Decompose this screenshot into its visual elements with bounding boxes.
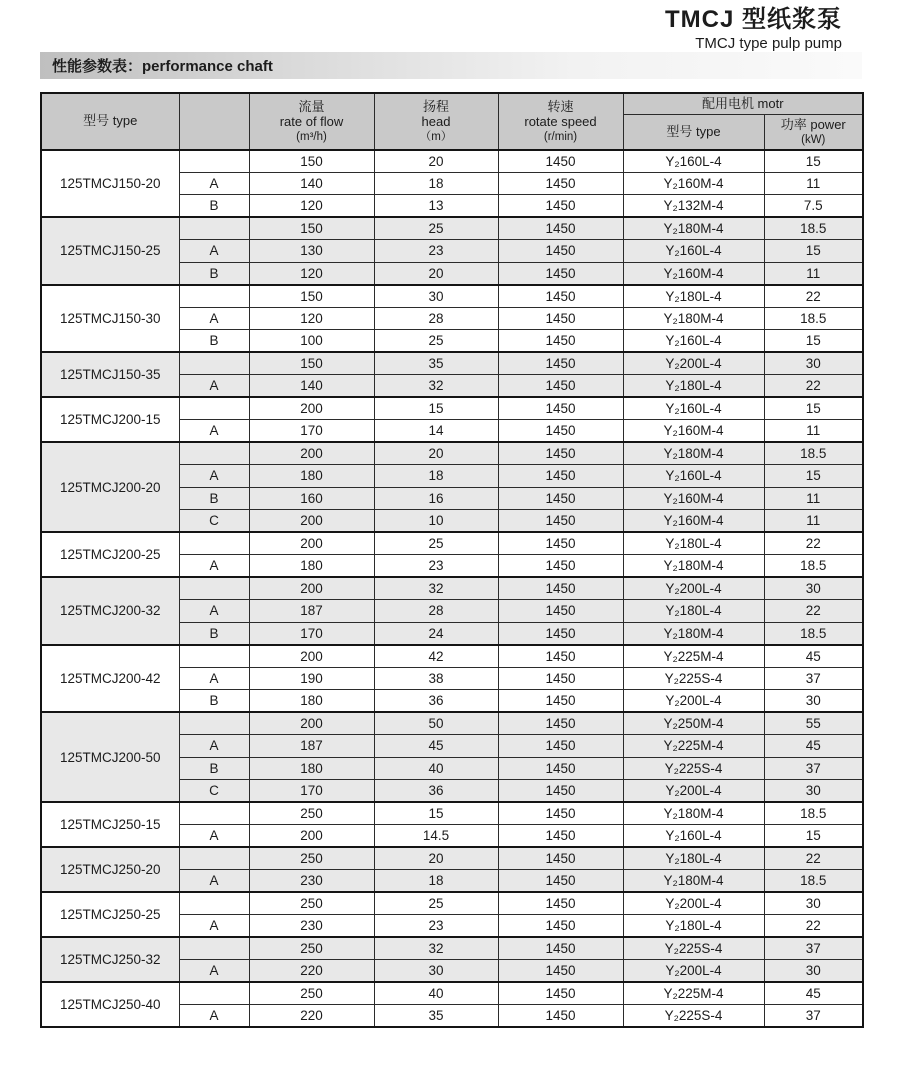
- motor-model-cell: Y₂200L-4: [623, 690, 764, 713]
- pump-model-cell: 125TMCJ200-32: [41, 577, 179, 645]
- table-row: [41, 577, 863, 600]
- header-motor-power-unit: (kW): [801, 133, 826, 146]
- variant-cell: A: [179, 915, 249, 938]
- flow-cell: 230: [249, 870, 374, 893]
- head-cell: 20: [374, 847, 498, 870]
- performance-table: [40, 92, 864, 1028]
- table-row: [41, 982, 863, 1005]
- table-row: [41, 802, 863, 825]
- flow-cell: 250: [249, 847, 374, 870]
- head-cell: 30: [374, 960, 498, 983]
- variant-cell: A: [179, 600, 249, 623]
- flow-cell: 120: [249, 307, 374, 330]
- flow-cell: 190: [249, 667, 374, 690]
- power-cell: 18.5: [764, 555, 863, 578]
- motor-model-cell: Y₂180L-4: [623, 532, 764, 555]
- power-cell: 37: [764, 757, 863, 780]
- power-cell: 22: [764, 847, 863, 870]
- power-cell: 45: [764, 645, 863, 668]
- pump-model-cell: 125TMCJ150-30: [41, 285, 179, 353]
- variant-cell: A: [179, 307, 249, 330]
- header-speed-cn: 转速: [547, 98, 574, 114]
- variant-cell: A: [179, 172, 249, 195]
- speed-cell: 1450: [498, 510, 623, 533]
- speed-cell: 1450: [498, 757, 623, 780]
- pump-model-cell: 125TMCJ200-50: [41, 712, 179, 802]
- power-cell: 15: [764, 330, 863, 353]
- power-cell: 22: [764, 375, 863, 398]
- head-cell: 28: [374, 307, 498, 330]
- header-speed-unit: (r/min): [543, 131, 578, 144]
- speed-cell: 1450: [498, 847, 623, 870]
- variant-cell: A: [179, 465, 249, 488]
- head-cell: 32: [374, 937, 498, 960]
- page-title-chinese: TMCJ 型纸浆泵: [665, 6, 842, 33]
- head-cell: 18: [374, 465, 498, 488]
- head-cell: 20: [374, 262, 498, 285]
- table-row: [41, 397, 863, 420]
- table-row: [41, 150, 863, 173]
- power-cell: 18.5: [764, 442, 863, 465]
- motor-model-cell: Y₂200L-4: [623, 892, 764, 915]
- motor-model-cell: Y₂180L-4: [623, 285, 764, 308]
- power-cell: 18.5: [764, 870, 863, 893]
- motor-model-cell: Y₂160L-4: [623, 465, 764, 488]
- flow-cell: 170: [249, 622, 374, 645]
- power-cell: 7.5: [764, 195, 863, 218]
- flow-cell: 150: [249, 150, 374, 173]
- variant-cell: A: [179, 1005, 249, 1028]
- pump-model-cell: 125TMCJ200-42: [41, 645, 179, 713]
- speed-cell: 1450: [498, 802, 623, 825]
- variant-cell: [179, 150, 249, 173]
- header-head-en: head: [421, 114, 451, 130]
- speed-cell: 1450: [498, 285, 623, 308]
- header-speed-en: rotate speed: [524, 114, 597, 130]
- power-cell: 45: [764, 735, 863, 758]
- speed-cell: 1450: [498, 622, 623, 645]
- motor-model-cell: Y₂160M-4: [623, 510, 764, 533]
- variant-cell: [179, 442, 249, 465]
- power-cell: 22: [764, 600, 863, 623]
- speed-cell: 1450: [498, 262, 623, 285]
- page-title-block: [665, 7, 842, 53]
- variant-cell: [179, 217, 249, 240]
- flow-cell: 150: [249, 352, 374, 375]
- motor-model-cell: Y₂180L-4: [623, 847, 764, 870]
- head-cell: 36: [374, 780, 498, 803]
- head-cell: 15: [374, 802, 498, 825]
- head-cell: 28: [374, 600, 498, 623]
- section-header-bar: [40, 52, 862, 79]
- flow-cell: 200: [249, 577, 374, 600]
- flow-cell: 250: [249, 802, 374, 825]
- speed-cell: 1450: [498, 960, 623, 983]
- head-cell: 45: [374, 735, 498, 758]
- variant-cell: B: [179, 262, 249, 285]
- head-cell: 24: [374, 622, 498, 645]
- variant-cell: A: [179, 735, 249, 758]
- header-flow-cn: 流量: [298, 98, 325, 114]
- variant-cell: B: [179, 487, 249, 510]
- motor-model-cell: Y₂225M-4: [623, 645, 764, 668]
- power-cell: 37: [764, 667, 863, 690]
- power-cell: 30: [764, 690, 863, 713]
- variant-cell: [179, 577, 249, 600]
- header-motor-model: 型号 type: [623, 114, 764, 149]
- head-cell: 35: [374, 352, 498, 375]
- header-flow: [249, 93, 374, 150]
- power-cell: 22: [764, 532, 863, 555]
- variant-cell: [179, 937, 249, 960]
- power-cell: 11: [764, 262, 863, 285]
- table-row: [41, 352, 863, 375]
- table-row: [41, 442, 863, 465]
- variant-cell: A: [179, 960, 249, 983]
- motor-model-cell: Y₂200L-4: [623, 577, 764, 600]
- pump-model-cell: 125TMCJ250-40: [41, 982, 179, 1027]
- head-cell: 15: [374, 397, 498, 420]
- variant-cell: [179, 892, 249, 915]
- power-cell: 15: [764, 397, 863, 420]
- flow-cell: 230: [249, 915, 374, 938]
- power-cell: 18.5: [764, 307, 863, 330]
- head-cell: 25: [374, 892, 498, 915]
- head-cell: 35: [374, 1005, 498, 1028]
- head-cell: 40: [374, 982, 498, 1005]
- pump-model-cell: 125TMCJ150-20: [41, 150, 179, 218]
- flow-cell: 180: [249, 757, 374, 780]
- table-row: [41, 217, 863, 240]
- flow-cell: 200: [249, 712, 374, 735]
- section-header-title: 性能参数表：performance chaft: [52, 58, 273, 75]
- header-motor-group: 配用电机 motr: [623, 93, 863, 114]
- flow-cell: 130: [249, 240, 374, 263]
- power-cell: 37: [764, 1005, 863, 1028]
- motor-model-cell: Y₂200L-4: [623, 780, 764, 803]
- motor-model-cell: Y₂225S-4: [623, 1005, 764, 1028]
- variant-cell: [179, 352, 249, 375]
- table-body: [41, 150, 863, 1028]
- head-cell: 30: [374, 285, 498, 308]
- head-cell: 40: [374, 757, 498, 780]
- speed-cell: 1450: [498, 172, 623, 195]
- speed-cell: 1450: [498, 937, 623, 960]
- flow-cell: 150: [249, 217, 374, 240]
- pump-model-cell: 125TMCJ200-20: [41, 442, 179, 532]
- variant-cell: B: [179, 330, 249, 353]
- power-cell: 15: [764, 465, 863, 488]
- motor-model-cell: Y₂160L-4: [623, 397, 764, 420]
- variant-cell: A: [179, 667, 249, 690]
- flow-cell: 120: [249, 262, 374, 285]
- head-cell: 14: [374, 420, 498, 443]
- motor-model-cell: Y₂180L-4: [623, 375, 764, 398]
- motor-model-cell: Y₂180M-4: [623, 555, 764, 578]
- power-cell: 11: [764, 420, 863, 443]
- flow-cell: 200: [249, 645, 374, 668]
- header-flow-en: rate of flow: [279, 114, 344, 130]
- speed-cell: 1450: [498, 532, 623, 555]
- power-cell: 55: [764, 712, 863, 735]
- variant-cell: B: [179, 195, 249, 218]
- motor-model-cell: Y₂180M-4: [623, 622, 764, 645]
- power-cell: 11: [764, 172, 863, 195]
- motor-model-cell: Y₂225M-4: [623, 982, 764, 1005]
- motor-model-cell: Y₂225S-4: [623, 937, 764, 960]
- power-cell: 30: [764, 352, 863, 375]
- speed-cell: 1450: [498, 690, 623, 713]
- pump-model-cell: 125TMCJ150-35: [41, 352, 179, 397]
- motor-model-cell: Y₂160M-4: [623, 262, 764, 285]
- speed-cell: 1450: [498, 397, 623, 420]
- flow-cell: 187: [249, 735, 374, 758]
- power-cell: 22: [764, 915, 863, 938]
- speed-cell: 1450: [498, 825, 623, 848]
- table-row: [41, 892, 863, 915]
- head-cell: 38: [374, 667, 498, 690]
- variant-cell: B: [179, 622, 249, 645]
- flow-cell: 120: [249, 195, 374, 218]
- variant-cell: [179, 847, 249, 870]
- flow-cell: 170: [249, 780, 374, 803]
- variant-cell: [179, 397, 249, 420]
- head-cell: 20: [374, 442, 498, 465]
- head-cell: 32: [374, 375, 498, 398]
- header-model: 型号 type: [41, 93, 179, 150]
- speed-cell: 1450: [498, 307, 623, 330]
- head-cell: 36: [374, 690, 498, 713]
- power-cell: 11: [764, 510, 863, 533]
- head-cell: 25: [374, 217, 498, 240]
- pump-model-cell: 125TMCJ200-25: [41, 532, 179, 577]
- flow-cell: 140: [249, 375, 374, 398]
- head-cell: 20: [374, 150, 498, 173]
- variant-cell: A: [179, 870, 249, 893]
- variant-cell: [179, 285, 249, 308]
- flow-cell: 180: [249, 465, 374, 488]
- pump-model-cell: 125TMCJ250-20: [41, 847, 179, 892]
- speed-cell: 1450: [498, 555, 623, 578]
- motor-model-cell: Y₂250M-4: [623, 712, 764, 735]
- motor-model-cell: Y₂225S-4: [623, 757, 764, 780]
- head-cell: 10: [374, 510, 498, 533]
- speed-cell: 1450: [498, 982, 623, 1005]
- header-head: [374, 93, 498, 150]
- flow-cell: 100: [249, 330, 374, 353]
- flow-cell: 160: [249, 487, 374, 510]
- speed-cell: 1450: [498, 150, 623, 173]
- variant-cell: [179, 532, 249, 555]
- head-cell: 32: [374, 577, 498, 600]
- power-cell: 30: [764, 577, 863, 600]
- head-cell: 23: [374, 555, 498, 578]
- flow-cell: 200: [249, 825, 374, 848]
- power-cell: 30: [764, 892, 863, 915]
- table-row: [41, 712, 863, 735]
- motor-model-cell: Y₂180M-4: [623, 442, 764, 465]
- motor-model-cell: Y₂180L-4: [623, 600, 764, 623]
- motor-model-cell: Y₂160M-4: [623, 420, 764, 443]
- motor-model-cell: Y₂225S-4: [623, 667, 764, 690]
- speed-cell: 1450: [498, 195, 623, 218]
- motor-model-cell: Y₂200L-4: [623, 352, 764, 375]
- speed-cell: 1450: [498, 442, 623, 465]
- pump-model-cell: 125TMCJ150-25: [41, 217, 179, 285]
- flow-cell: 200: [249, 532, 374, 555]
- speed-cell: 1450: [498, 487, 623, 510]
- variant-cell: A: [179, 420, 249, 443]
- head-cell: 23: [374, 915, 498, 938]
- flow-cell: 250: [249, 937, 374, 960]
- flow-cell: 250: [249, 892, 374, 915]
- motor-model-cell: Y₂180M-4: [623, 217, 764, 240]
- page-title-english: TMCJ type pulp pump: [695, 35, 842, 53]
- speed-cell: 1450: [498, 645, 623, 668]
- pump-model-cell: 125TMCJ250-32: [41, 937, 179, 982]
- speed-cell: 1450: [498, 577, 623, 600]
- motor-model-cell: Y₂180M-4: [623, 802, 764, 825]
- flow-cell: 180: [249, 690, 374, 713]
- speed-cell: 1450: [498, 667, 623, 690]
- motor-model-cell: Y₂160L-4: [623, 825, 764, 848]
- motor-model-cell: Y₂225M-4: [623, 735, 764, 758]
- head-cell: 23: [374, 240, 498, 263]
- speed-cell: 1450: [498, 735, 623, 758]
- motor-model-cell: Y₂160L-4: [623, 330, 764, 353]
- header-speed: [498, 93, 623, 150]
- flow-cell: 220: [249, 1005, 374, 1028]
- speed-cell: 1450: [498, 465, 623, 488]
- variant-cell: [179, 802, 249, 825]
- table-row: [41, 645, 863, 668]
- variant-cell: C: [179, 780, 249, 803]
- variant-cell: A: [179, 240, 249, 263]
- motor-model-cell: Y₂180M-4: [623, 870, 764, 893]
- speed-cell: 1450: [498, 915, 623, 938]
- flow-cell: 180: [249, 555, 374, 578]
- speed-cell: 1450: [498, 1005, 623, 1028]
- variant-cell: A: [179, 555, 249, 578]
- header-variant: [179, 93, 249, 150]
- variant-cell: B: [179, 757, 249, 780]
- pump-model-cell: 125TMCJ250-25: [41, 892, 179, 937]
- table-row: [41, 532, 863, 555]
- power-cell: 37: [764, 937, 863, 960]
- speed-cell: 1450: [498, 712, 623, 735]
- table-row: [41, 937, 863, 960]
- motor-model-cell: Y₂160M-4: [623, 487, 764, 510]
- head-cell: 16: [374, 487, 498, 510]
- header-head-unit: （m）: [419, 131, 453, 144]
- flow-cell: 140: [249, 172, 374, 195]
- power-cell: 30: [764, 960, 863, 983]
- header-motor-power: [764, 114, 863, 149]
- motor-model-cell: Y₂200L-4: [623, 960, 764, 983]
- pump-model-cell: 125TMCJ200-15: [41, 397, 179, 442]
- flow-cell: 250: [249, 982, 374, 1005]
- flow-cell: 200: [249, 442, 374, 465]
- power-cell: 15: [764, 150, 863, 173]
- motor-model-cell: Y₂160M-4: [623, 172, 764, 195]
- speed-cell: 1450: [498, 330, 623, 353]
- variant-cell: [179, 645, 249, 668]
- flow-cell: 150: [249, 285, 374, 308]
- variant-cell: A: [179, 375, 249, 398]
- power-cell: 15: [764, 240, 863, 263]
- head-cell: 18: [374, 870, 498, 893]
- head-cell: 42: [374, 645, 498, 668]
- variant-cell: [179, 712, 249, 735]
- power-cell: 18.5: [764, 802, 863, 825]
- speed-cell: 1450: [498, 352, 623, 375]
- power-cell: 45: [764, 982, 863, 1005]
- power-cell: 18.5: [764, 217, 863, 240]
- speed-cell: 1450: [498, 870, 623, 893]
- power-cell: 11: [764, 487, 863, 510]
- variant-cell: A: [179, 825, 249, 848]
- flow-cell: 187: [249, 600, 374, 623]
- flow-cell: 200: [249, 510, 374, 533]
- table-row: [41, 285, 863, 308]
- power-cell: 18.5: [764, 622, 863, 645]
- table-row: [41, 847, 863, 870]
- variant-cell: [179, 982, 249, 1005]
- speed-cell: 1450: [498, 780, 623, 803]
- header-motor-power-label: 功率 power: [780, 116, 846, 132]
- speed-cell: 1450: [498, 892, 623, 915]
- motor-model-cell: Y₂160L-4: [623, 240, 764, 263]
- header-head-cn: 扬程: [422, 98, 449, 114]
- motor-model-cell: Y₂180M-4: [623, 307, 764, 330]
- speed-cell: 1450: [498, 217, 623, 240]
- power-cell: 15: [764, 825, 863, 848]
- motor-model-cell: Y₂160L-4: [623, 150, 764, 173]
- flow-cell: 220: [249, 960, 374, 983]
- speed-cell: 1450: [498, 240, 623, 263]
- motor-model-cell: Y₂180L-4: [623, 915, 764, 938]
- speed-cell: 1450: [498, 600, 623, 623]
- pump-model-cell: 125TMCJ250-15: [41, 802, 179, 847]
- head-cell: 18: [374, 172, 498, 195]
- variant-cell: C: [179, 510, 249, 533]
- table-header: [41, 93, 863, 150]
- motor-model-cell: Y₂132M-4: [623, 195, 764, 218]
- flow-cell: 170: [249, 420, 374, 443]
- head-cell: 25: [374, 532, 498, 555]
- power-cell: 22: [764, 285, 863, 308]
- head-cell: 25: [374, 330, 498, 353]
- variant-cell: B: [179, 690, 249, 713]
- speed-cell: 1450: [498, 420, 623, 443]
- head-cell: 13: [374, 195, 498, 218]
- header-flow-unit: (m³/h): [296, 131, 327, 144]
- speed-cell: 1450: [498, 375, 623, 398]
- flow-cell: 200: [249, 397, 374, 420]
- head-cell: 50: [374, 712, 498, 735]
- head-cell: 14.5: [374, 825, 498, 848]
- power-cell: 30: [764, 780, 863, 803]
